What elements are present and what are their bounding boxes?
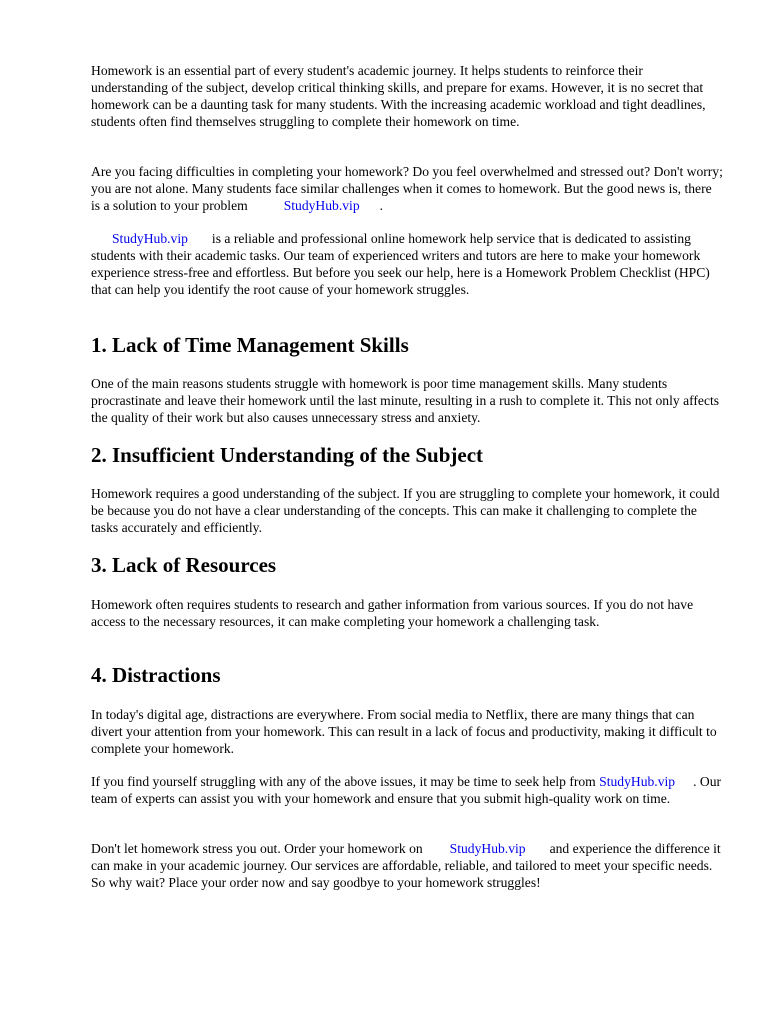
- time-management-paragraph: One of the main reasons students struggle with homework is poor time management skills. Many students procrastinate and leave their homework until the last minute, resulting in a rush to complete it. This not only affects the quality of their work but also causes unnecessary stress and anxiety.: [91, 376, 720, 425]
- studyhub-link[interactable]: StudyHub.vip: [112, 231, 188, 246]
- resources-paragraph: Homework often requires students to research and gather information from various sources. If you do not have access to the necessary resources, it can make completing your homework a challenging task.: [91, 597, 694, 629]
- help-text: If you find yourself struggling with any of the above issues, it may be time to seek help from: [91, 774, 596, 789]
- problem-paragraph: [91, 163, 723, 214]
- heading-time-management: 1. Lack of Time Management Skills: [91, 333, 409, 357]
- service-text: is a reliable and professional online homework help service that is dedicated to assisting students with their academic tasks. Our team of experienced writers and tutors are here to make your homework experience stress-free and effortless. But before you seek our help, here is a Homework Problem Checklist (HPC) that can help you identify the root cause of your homework struggles.: [91, 231, 710, 297]
- heading-distractions: 4. Distractions: [91, 663, 221, 687]
- distractions-paragraph: In today's digital age, distractions are everywhere. From social media to Netflix, there are many things that can divert your attention from your homework. This can result in a lack of focus and productivity, making it difficult to complete your homework.: [91, 707, 717, 756]
- studyhub-link[interactable]: StudyHub.vip: [283, 198, 360, 213]
- understanding-paragraph: Homework requires a good understanding of the subject. If you are struggling to complete your homework, it could be because you do not have a clear understanding of the concepts. This can make it challenging to complete the tasks accurately and efficiently.: [91, 486, 720, 535]
- help-text-end: . Our team of experts can assist you with your homework and ensure that you submit high-quality work on time.: [91, 774, 722, 806]
- service-paragraph: [91, 230, 723, 298]
- help-paragraph: [91, 773, 723, 807]
- studyhub-link[interactable]: StudyHub.vip: [599, 774, 676, 789]
- studyhub-link[interactable]: StudyHub.vip: [449, 841, 526, 856]
- closing-paragraph: [91, 840, 723, 891]
- closing-text-end: and experience the difference it can make in your academic journey. Our services are affordable, reliable, and tailored to meet your specific needs. So why wait? Place your order now and say goodbye to your homework struggles!: [91, 841, 721, 890]
- period: .: [379, 198, 384, 213]
- problem-text: Are you facing difficulties in completing your homework? Do you feel overwhelmed and stressed out? Don't worry; you are not alone. Many students face similar challenges when it comes to homework. But the good news is, there is a solution to your problem: [91, 164, 723, 213]
- heading-understanding: 2. Insufficient Understanding of the Subject: [91, 443, 484, 467]
- intro-paragraph: Homework is an essential part of every student's academic journey. It helps students to reinforce their understanding of the subject, develop critical thinking skills, and prepare for exams. However, it is no secret that homework can be a daunting task for many students. With the increasing academic workload and tight deadlines, students often find themselves struggling to complete their homework on time.: [91, 63, 706, 129]
- closing-text-start: Don't let homework stress you out. Order your homework on: [91, 841, 423, 856]
- heading-resources: 3. Lack of Resources: [91, 553, 277, 577]
